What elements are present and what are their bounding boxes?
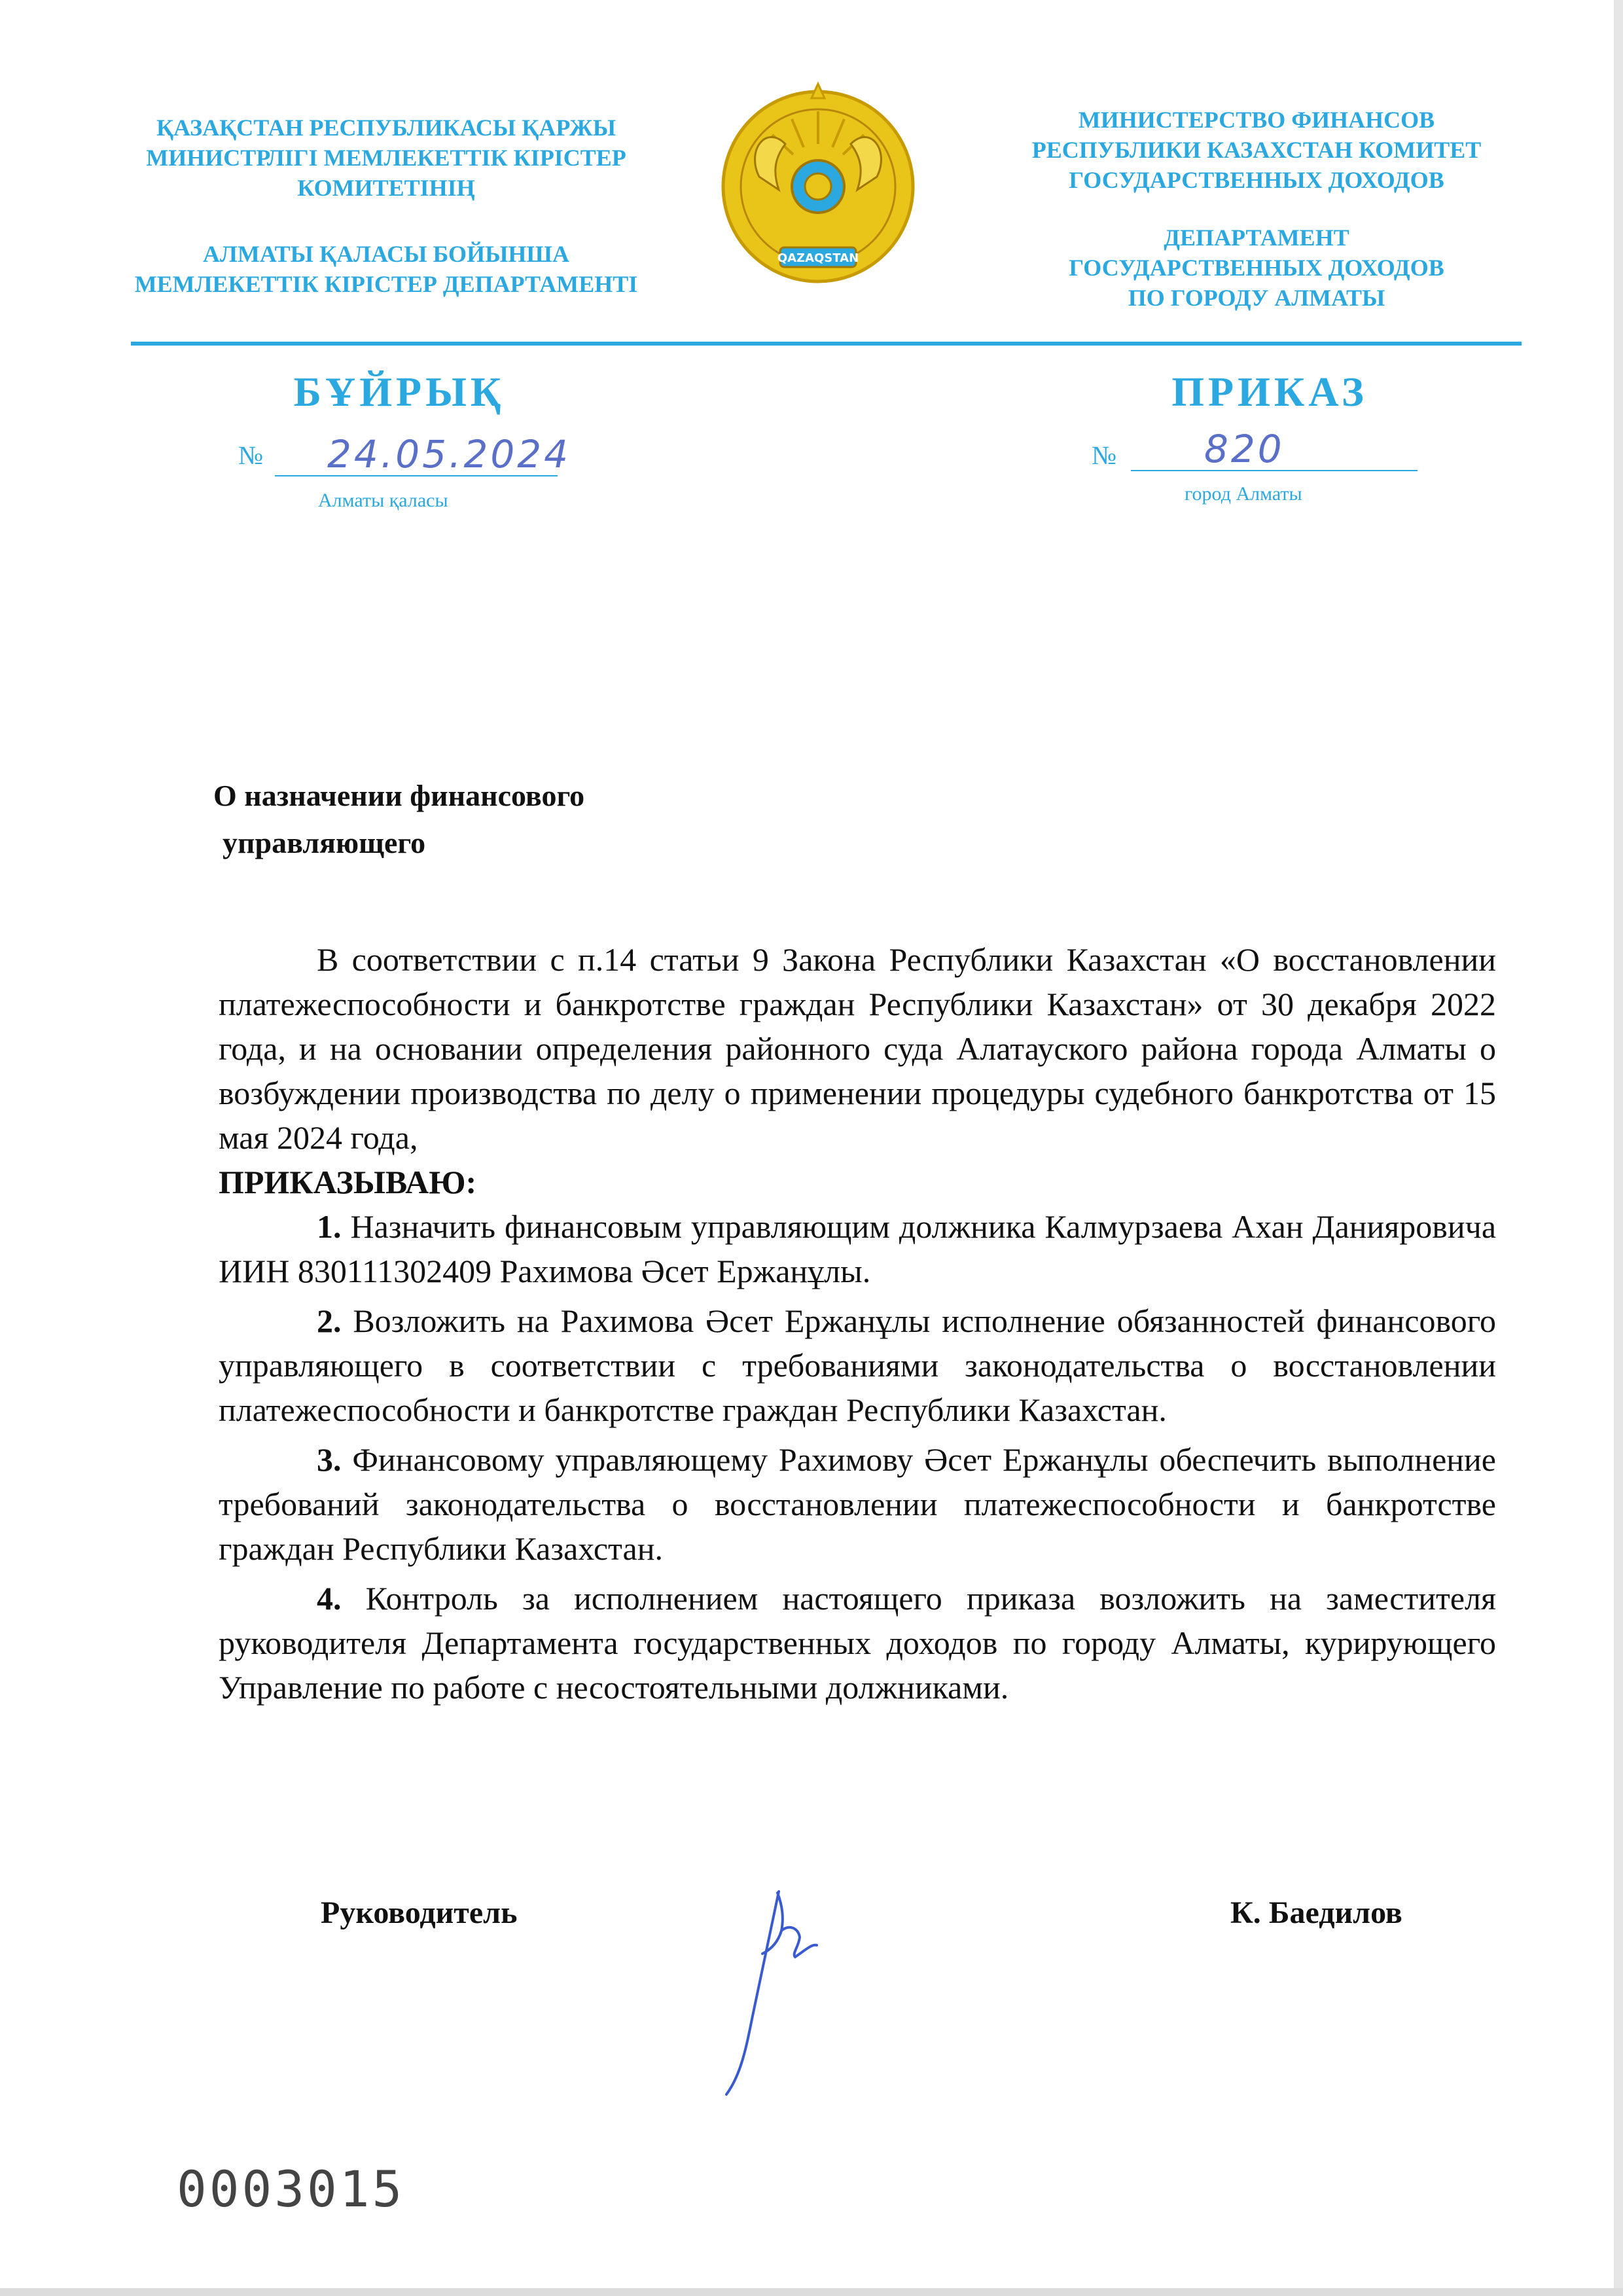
- number-sign: №: [1092, 440, 1117, 470]
- order-item: [219, 1437, 1496, 1571]
- order-item: [219, 1576, 1496, 1710]
- header-line: ГОСУДАРСТВЕННЫХ ДОХОДОВ: [1069, 167, 1444, 193]
- signatory-name: К. Баедилов: [1230, 1895, 1402, 1930]
- header-line: АЛМАТЫ ҚАЛАСЫ БОЙЫНША: [203, 241, 569, 267]
- state-emblem-icon: [720, 72, 916, 301]
- item-text: Контроль за исполнением настоящего приказа возложить на заместителя руководителя Департамента государственных доходов по городу Алматы, курирующего Управление по работе с несостоятельными должниками.: [219, 1580, 1496, 1706]
- item-number: 1.: [317, 1208, 342, 1245]
- header-line: КОМИТЕТІНІҢ: [297, 175, 475, 201]
- header-line: ПО ГОРОДУ АЛМАТЫ: [1128, 285, 1385, 311]
- item-text: Назначить финансовым управляющим должника Калмурзаева Ахан Данияровича ИИН 830111302409 Рахимова Әсет Ержанұлы.: [219, 1208, 1497, 1289]
- order-item: [219, 1204, 1496, 1293]
- subject-line: О назначении финансового: [213, 779, 585, 812]
- header-line: ДЕПАРТАМЕНТ: [1164, 224, 1349, 251]
- header-kz-committee: [111, 113, 661, 203]
- order-body: [219, 937, 1496, 1715]
- emblem-text: QAZAQSTAN: [777, 251, 859, 265]
- doc-type-ru: ПРИКАЗ: [1171, 368, 1368, 415]
- item-text: Финансовому управляющему Рахимову Әсет Ержанұлы обеспечить выполнение требований законодательства о восстановлении платежеспособности и банкротстве граждан Республики Казахстан.: [219, 1441, 1496, 1567]
- order-word: ПРИКАЗЫВАЮ:: [219, 1164, 477, 1200]
- preamble-text: В соответствии с п.14 статьи 9 Закона Республики Казахстан «О восстановлении платежеспособности и банкротстве граждан Республики Казахстан» от 30 декабря 2022 года, и на основании определения районного суда Алатауского района города Алматы о возбуждении производства по делу о применении процедуры судебного банкротства от 15 мая 2024 года,: [219, 941, 1496, 1156]
- header-line: ГОСУДАРСТВЕННЫХ ДОХОДОВ: [1069, 255, 1444, 281]
- serial-number: 0003015: [177, 2160, 405, 2218]
- order-item: [219, 1299, 1496, 1432]
- handwritten-signature: [700, 1865, 857, 2101]
- signatory-title: Руководитель: [321, 1895, 518, 1930]
- city-ru: город Алматы: [1185, 483, 1302, 505]
- header-line: РЕСПУБЛИКИ КАЗАХСТАН КОМИТЕТ: [1031, 137, 1482, 163]
- item-number: 3.: [317, 1441, 342, 1478]
- page-edge: [1614, 0, 1623, 2296]
- header-line: МЕМЛЕКЕТТІК КІРІСТЕР ДЕПАРТАМЕНТІ: [134, 271, 638, 297]
- handwritten-date: 24.05.2024: [327, 432, 571, 476]
- preamble: [219, 937, 1496, 1204]
- order-subject: [213, 772, 584, 867]
- subject-line: управляющего: [223, 826, 426, 859]
- item-text: Возложить на Рахимова Әсет Ержанұлы исполнение обязанностей финансового управляющего в соответствии с требованиями законодательства о восстановлении платежеспособности и банкротстве граждан Республики Казахстан.: [219, 1302, 1496, 1428]
- page-edge: [0, 2288, 1623, 2296]
- doc-type-kz: БҰЙРЫҚ: [293, 368, 505, 415]
- header-kz-department: [111, 239, 661, 299]
- header-ru-department: [982, 223, 1531, 313]
- number-sign: №: [238, 440, 264, 470]
- header-divider: [131, 342, 1522, 346]
- item-number: 2.: [317, 1302, 342, 1339]
- header-line: ҚАЗАҚСТАН РЕСПУБЛИКАСЫ ҚАРЖЫ: [156, 115, 616, 141]
- header-line: МИНИСТЕРСТВО ФИНАНСОВ: [1078, 107, 1435, 133]
- city-kz: Алматы қаласы: [318, 490, 448, 511]
- handwritten-order-number: 820: [1204, 427, 1285, 471]
- header-ru-committee: [982, 105, 1531, 195]
- header-line: МИНИСТРЛІГІ МЕМЛЕКЕТТІК КІРІСТЕР: [146, 145, 626, 171]
- item-number: 4.: [317, 1580, 342, 1617]
